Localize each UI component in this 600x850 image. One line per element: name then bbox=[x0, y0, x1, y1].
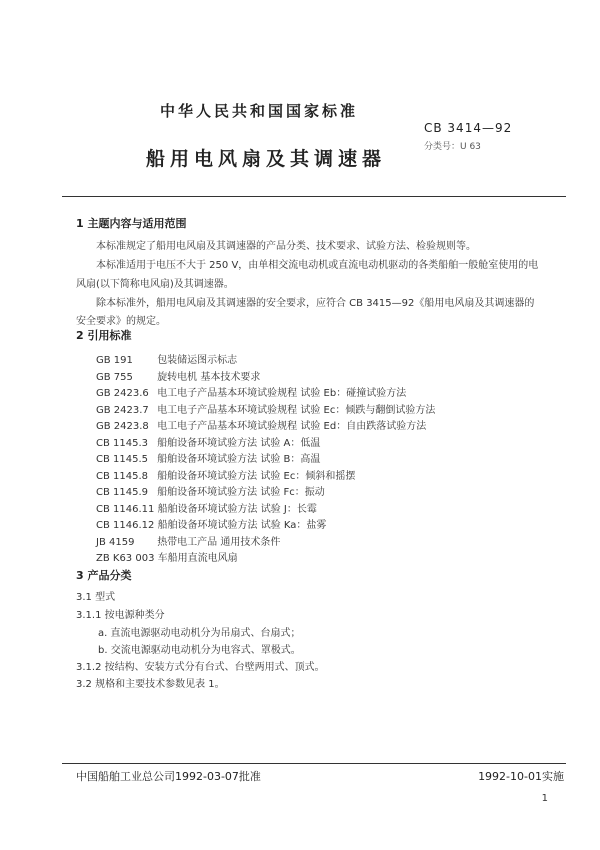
reference-item bbox=[96, 368, 260, 383]
reference-title: 船舶设备环境试验方法 试验 Ec：倾斜和摇摆 bbox=[157, 470, 356, 482]
section-1-heading: 1 主题内容与适用范围 bbox=[76, 217, 187, 230]
reference-item bbox=[96, 533, 280, 548]
reference-item bbox=[96, 417, 426, 432]
reference-title: 热带电工产品 通用技术条件 bbox=[157, 536, 281, 548]
doc-title: 船用电风扇及其调速器 bbox=[146, 148, 387, 170]
reference-item bbox=[96, 351, 237, 366]
reference-item bbox=[96, 384, 406, 399]
reference-title: 船舶设备环境试验方法 试验 B：高温 bbox=[157, 454, 321, 465]
reference-title: 船舶设备环境试验方法 试验 A：低温 bbox=[157, 437, 321, 449]
reference-code: CB 1145.3 bbox=[96, 437, 149, 449]
reference-title: 船舶设备环境试验方法 试验 Fc：振动 bbox=[157, 487, 325, 498]
section-3-heading: 3 产品分类 bbox=[76, 569, 132, 582]
reference-code: GB 2423.7 bbox=[96, 404, 149, 416]
paragraph: 除本标准外，船用电风扇及其调速器的安全要求，应符合 CB 3415—92《船用电风扇及其调速器的 bbox=[96, 298, 535, 309]
reference-title: 车船用直流电风扇 bbox=[157, 553, 238, 564]
reference-code: CB 1145.8 bbox=[96, 470, 149, 482]
paragraph: 安全要求》的规定。 bbox=[76, 316, 166, 327]
section-2-heading: 2 引用标准 bbox=[76, 329, 132, 342]
reference-title: 电工电子产品基本环境试验规程 试验 Ec：倾跌与翻倒试验方法 bbox=[157, 404, 436, 416]
standard-code: CB 3414—92 bbox=[424, 121, 513, 135]
reference-title: 电工电子产品基本环境试验规程 试验 Eb：碰撞试验方法 bbox=[157, 388, 407, 399]
paragraph: 本标准规定了船用电风扇及其调速器的产品分类、技术要求、试验方法、检验规则等。 bbox=[96, 241, 476, 252]
reference-code: CB 1146.11 bbox=[96, 503, 155, 515]
paragraph: 本标准适用于电压不大于 250 V，由单相交流电动机或直流电动机驱动的各类船舶一般舱室使用的电 bbox=[96, 260, 539, 271]
approval-line: 中国船舶工业总公司1992-03-07批准 bbox=[76, 770, 261, 783]
reference-title: 包装储运图示标志 bbox=[157, 355, 238, 366]
clause: 3.1.1 按电源种类分 bbox=[76, 610, 165, 621]
reference-title: 船舶设备环境试验方法 试验 Ka：盐雾 bbox=[157, 520, 327, 531]
clause: 3.1.2 按结构、安装方式分有台式、台壁两用式、顶式。 bbox=[76, 662, 325, 673]
reference-code: GB 2423.8 bbox=[96, 421, 149, 432]
clause: 3.1 型式 bbox=[76, 592, 116, 603]
reference-title: 船舶设备环境试验方法 试验 J：长霉 bbox=[157, 503, 317, 515]
classification-number: 分类号：U 63 bbox=[424, 142, 481, 152]
clause: 3.2 规格和主要技术参数见表 1。 bbox=[76, 679, 225, 690]
reference-item bbox=[96, 450, 320, 465]
reference-item bbox=[96, 549, 238, 564]
reference-item bbox=[96, 500, 317, 515]
effective-date: 1992-10-01实施 bbox=[478, 770, 564, 783]
reference-item bbox=[96, 434, 320, 449]
page-number: 1 bbox=[541, 793, 548, 804]
reference-code: CB 1146.12 bbox=[96, 520, 155, 531]
footer-divider bbox=[62, 763, 566, 764]
reference-code: CB 1145.9 bbox=[96, 487, 149, 498]
reference-code: GB 2423.6 bbox=[96, 388, 149, 399]
org-title: 中华人民共和国国家标准 bbox=[160, 102, 359, 120]
paragraph: 风扇(以下简称电风扇)及其调速器。 bbox=[76, 279, 234, 290]
reference-item bbox=[96, 516, 326, 531]
clause: b. 交流电源驱动电动机分为电容式、罩极式。 bbox=[98, 645, 301, 656]
reference-title: 电工电子产品基本环境试验规程 试验 Ed：自由跌落试验方法 bbox=[157, 421, 427, 432]
reference-code: JB 4159 bbox=[96, 536, 135, 548]
reference-item bbox=[96, 483, 325, 498]
reference-item bbox=[96, 467, 355, 482]
reference-title: 旋转电机 基本技术要求 bbox=[157, 371, 261, 383]
reference-code: GB 755 bbox=[96, 371, 133, 383]
reference-code: CB 1145.5 bbox=[96, 454, 149, 465]
reference-code: GB 191 bbox=[96, 355, 133, 366]
reference-code: ZB K63 003 bbox=[96, 553, 155, 564]
header-divider bbox=[62, 196, 566, 197]
reference-item bbox=[96, 401, 435, 416]
clause: a. 直流电源驱动电动机分为吊扇式、台扇式； bbox=[98, 628, 301, 639]
